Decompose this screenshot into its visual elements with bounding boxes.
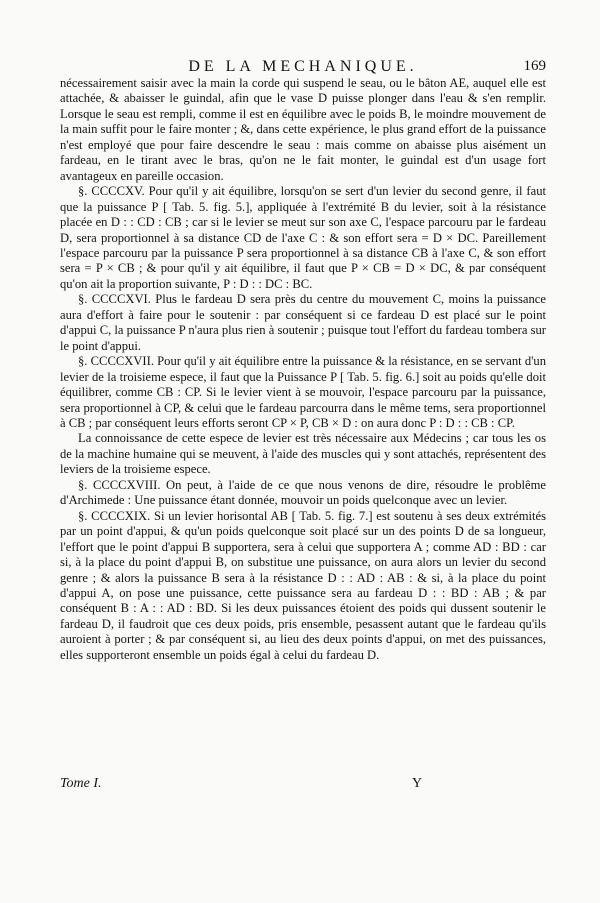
paragraph-419: §. CCCCXIX. Si un levier horisontal AB [ Tab. 5. fig. 7.] est soutenu à ses deux extrémités par un point d'appui, & qu'un poids quelconque soit placé sur un des points D de sa longueur, l'effort que le point d'appui B supportera, sera à celui que supportera A ; comme AD : BD : car si, à la place du point d'appui B, on substitue une puissance, on aura alors un levier du second genre ; & alors la puissance B sera à la résistance D : : AD : AB : & si, à la place du point d'appui A, on pose une puissance, cette puissance sera au fardeau D : : BD : AB ; & par conséquent B : A : : AD : BD. Si les deux puissances étoient des poids qui dussent soutenir le fardeau D, il faudroit que ces deux poids, pris ensemble, pesassent autant que le fardeau qu'ils auroient à porter ; & par conséquent si, au lieu des deux points d'appui, on met des puissances, elles supporteront ensemble un poids égal à celui du fardeau D. (60, 508, 546, 662)
page-number: 169 (523, 58, 546, 74)
signature-mark: Y (412, 776, 423, 791)
paragraph-416: §. CCCCXVI. Plus le fardeau D sera près du centre du mouvement C, moins la puissance aura d'effort à faire pour le soutenir : par conséquent si ce fardeau D est placé sur le point d'appui C, la puissance P n'aura plus rien à soutenir ; puisque tout l'effort du fardeau tombera sur le point d'appui. (60, 292, 546, 353)
page-footer (60, 776, 546, 796)
paragraph-remark: La connoissance de cette espece de levier est très nécessaire aux Médecins ; car tous les os de la machine humaine qui se meuvent, à l'aide des muscles qui y sont attachés, représentent des leviers de la troisieme espece. (60, 431, 546, 477)
paragraph-418: §. CCCCXVIII. On peut, à l'aide de ce que nous venons de dire, résoudre le problême d'Archimede : Une puissance étant donnée, mouvoir un poids quelconque avec un levier. (60, 477, 546, 508)
body-text (60, 76, 546, 663)
paragraph-continuation: nécessairement saisir avec la main la corde qui suspend le seau, ou le bâton AE, auquel elle est attachée, & abaisser le guindal, afin que le vase D puisse plonger dans l'eau & s'en remplir. Lorsque le seau est rempli, comme il est en équilibre avec le poids B, le moindre mouvement de la main suffit pour le faire monter ; &, dans cette expérience, le plus grand effort de la puissance n'est employé que pour faire descendre le seau : mais comme on abaisse plus aisément un fardeau, en le tirant avec le bras, qu'on ne le fait monter, le guindal est d'un usage fort avantageux en pareille occasion. (60, 76, 546, 183)
volume-label: Tome I. (60, 776, 102, 791)
running-title: DE LA MECHANIQUE. (188, 58, 418, 75)
paragraph-415: §. CCCCXV. Pour qu'il y ait équilibre, lorsqu'on se sert d'un levier du second genre, il faut que la puissance P [ Tab. 5. fig. 5.], appliquée à l'extrémité B du levier, soit à la résistance placée en D : : CD : CB ; car si le levier se meut sur son axe C, l'espace parcouru par le fardeau D, sera proportionnel à sa distance CD de l'axe C : & son effort sera = D × DC. Pareillement l'espace parcouru par la puissance P sera proportionnel à sa distance CB à l'axe C, & son effort sera = P × CB ; & pour qu'il y ait équilibre, il faut que P × CB = D × DC, & par conséquent qu'on ait la proportion suivante, P : D : : DC : BC. (60, 184, 546, 291)
paragraph-417: §. CCCCXVII. Pour qu'il y ait équilibre entre la puissance & la résistance, en se servant d'un levier de la troisieme espece, il faut que la Puissance P [ Tab. 5. fig. 6.] soit au poids qu'elle doit équilibrer, comme CB : CP. Si le levier vient à se mouvoir, l'espace parcouru par la puissance, sera proportionnel à CP, & celui que le fardeau parcourra dans le même tems, sera proportionnel à CB ; par conséquent leurs efforts seront CP × P, CB × D : on aura donc P : D : : CB : CP. (60, 354, 546, 430)
